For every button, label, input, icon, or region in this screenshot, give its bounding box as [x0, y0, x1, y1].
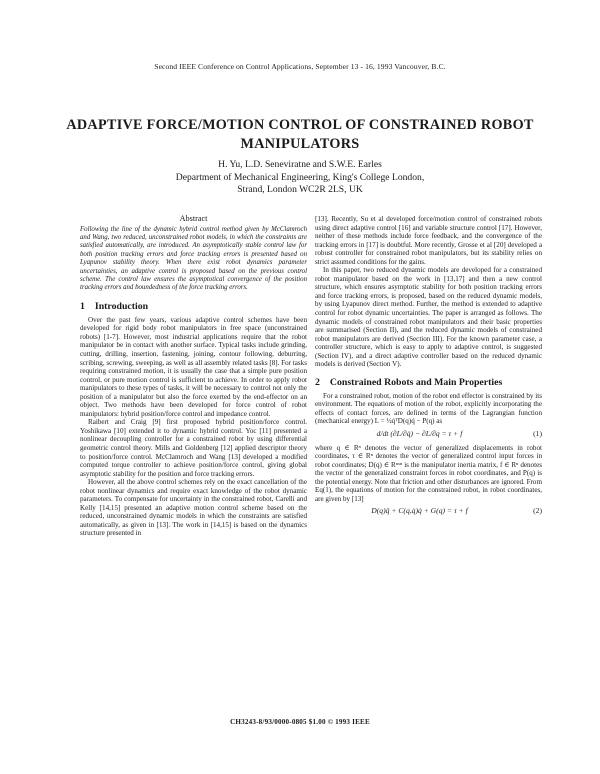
author-names: H. Yu, L.D. Seneviratne and S.W.E. Earles: [218, 159, 382, 170]
intro-paragraph-1: Over the past few years, various adaptive control schemes have been developed for rigid body robot manipulators in free space (unconstrained robots) [1-7]. However, most industrial applications require that the robot manipulator be in contact with another surface. Typical tasks include grinding, cutting, drilling, insertion, fastening, joining, contour following, deburring, scribing, screwing, sweeping, as well as all assembly related tasks [8]. For tasks requiring constrained motion, it is usually the case that a simple pure position control, or pure motion control is sufficient to achieve. In order to apply robot manipulators to these types of tasks, it will be necessary to control not only the position of a manipulator but also the force exerted by the end-effector on an object. Two methods have been developed for force control of robot manipulators: hybrid position/force control and impedance control.: [80, 315, 307, 418]
section-2-paragraph-1: For a constrained robot, motion of the robot end effector is constrained by its environment. The equations of motion of the robot, explicitly incorporating the effects of contact forces, are defined in terms of the Lagrangian function (mechanical energy) L = ½q̇ᵀD(q)q̇ − P(q) as: [315, 391, 542, 426]
paper-title: ADAPTIVE FORCE/MOTION CONTROL OF CONSTRAINED ROBOT MANIPULATORS: [66, 117, 534, 152]
author-block: [60, 159, 540, 197]
conference-header: Second IEEE Conference on Control Applications, September 13 - 16, 1993 Vancouver, B.C.: [154, 62, 446, 71]
copyright-footer: CH3243-8/93/0000-0805 $1.00 © 1993 IEEE: [230, 718, 370, 726]
intro-paragraph-4: [13]. Recently, Su et al developed force/motion control of constrained robots using direct adaptive control [16] and variable structure control [17]. However, neither of these methods include force feedback, and the convergence of the tracking errors in [17] is doubtful. More recently, Grosse et al [20] developed a robust controller for constrained robot manipulators, but its stability relies on strict assumed conditions for the gains.: [315, 215, 542, 266]
affiliation-line-1: Department of Mechanical Engineering, King's College London,: [175, 171, 425, 183]
equation-2-number: (2): [533, 506, 542, 516]
affiliation-line-2: Strand, London WC2R 2LS, UK: [237, 184, 363, 195]
left-column: [80, 215, 307, 538]
equation-2-body: D(q)q̈ + C(q,q̇)q̇ + G(q) = τ + f: [371, 506, 468, 516]
section-1-heading: [80, 301, 307, 312]
abstract-text: Following the line of the dynamic hybrid control method given by McClamroch and Wang, two reduced, unconstrained robot models, in which the constraints are satisfied automatically, are introduced. An asymptotically stable control law for both position tracking errors and force tracking errors is presented based on Lyapunov stability theory. When there exist robot dynamics parameter uncertainties, an adaptive control is proposed based on the previous control scheme. The control law ensures the asymptotical convergence of the position tracking errors and boundedness of the force tracking errors.: [80, 225, 307, 292]
equation-1-body: d/dt (∂L/∂q̇) − ∂L/∂q = τ + f: [376, 429, 463, 439]
intro-paragraph-2: Raibert and Craig [9] first proposed hybrid position/force control. Yoshikawa [10] extended it to dynamic hybrid control. Yoc [11] presented a nonlinear decoupling controller for a constrained robot by using differential geometric control theory. Mills and Goldenberg [12] applied descriptor theory to position/force control. McClamroch and Wang [13] developed a modified computed torque controller to achieve position/force control, giving global asymptotic stability for the position and force tracking errors.: [80, 418, 307, 478]
section-2-number: 2: [315, 376, 320, 388]
equation-2: [315, 507, 542, 516]
equation-1: [315, 430, 542, 439]
equation-1-number: (1): [533, 429, 542, 439]
abstract-heading: Abstract: [179, 214, 208, 223]
section-2-paragraph-2: where q ∈ Rⁿ denotes the vector of generalized displacements in robot coordinates, τ ∈ Rⁿ denotes the vector of generalized control input forces in robot coordinates; D(q) ∈ Rⁿˣⁿ is the manipulator inertia matrix, f ∈ Rⁿ denotes the vector of the generalized constraint forces in robot coordinates, and P(q) is the potential energy. Note that friction and other disturbances are ignored. From Eq(1), the equations of motion for the constrained robot, in robot coordinates, are given by [13]: [315, 443, 542, 503]
intro-paragraph-3: However, all the above control schemes rely on the exact cancellation of the robot nonlinear dynamics and require exact knowledge of the robot dynamic parameters. To compensate for uncertainty in the constrained robot, Carelli and Kelly [14,15] presented an adaptive motion control scheme based on the reduced, unconstrained dynamic models in which the constraints are satisfied automatically, as given in [13]. The work in [14,15] is based on the dynamics structure presented in: [80, 478, 307, 538]
section-1-number: 1: [80, 300, 85, 312]
right-column: [315, 215, 542, 521]
section-2-title: Constrained Robots and Main Properties: [329, 376, 503, 388]
section-2-heading: [315, 377, 542, 388]
intro-paragraph-5: In this paper, two reduced dynamic models are developed for a constrained robot manipulator based on the work in [13,17] and then a new control structure, which ensures asymptotic stability for both position tracking errors and force tracking errors, is proposed, based on the reduced dynamic models, by using Lyapunov direct method. Further, the method is extended to adaptive control for robot dynamic uncertainties. The paper is arranged as follows. The dynamic models of constrained robot manipulators and their basic properties are summarised (Section II), and the reduced dynamic models of constrained robot manipulators are derived (Section III). For the known parameter case, a controller structure, which is easy to apply to adaptive control, is suggested (Section IV), and a direct adaptive controller based on the reduced dynamic models is derived (Section V).: [315, 266, 542, 369]
section-1-title: Introduction: [94, 300, 149, 312]
